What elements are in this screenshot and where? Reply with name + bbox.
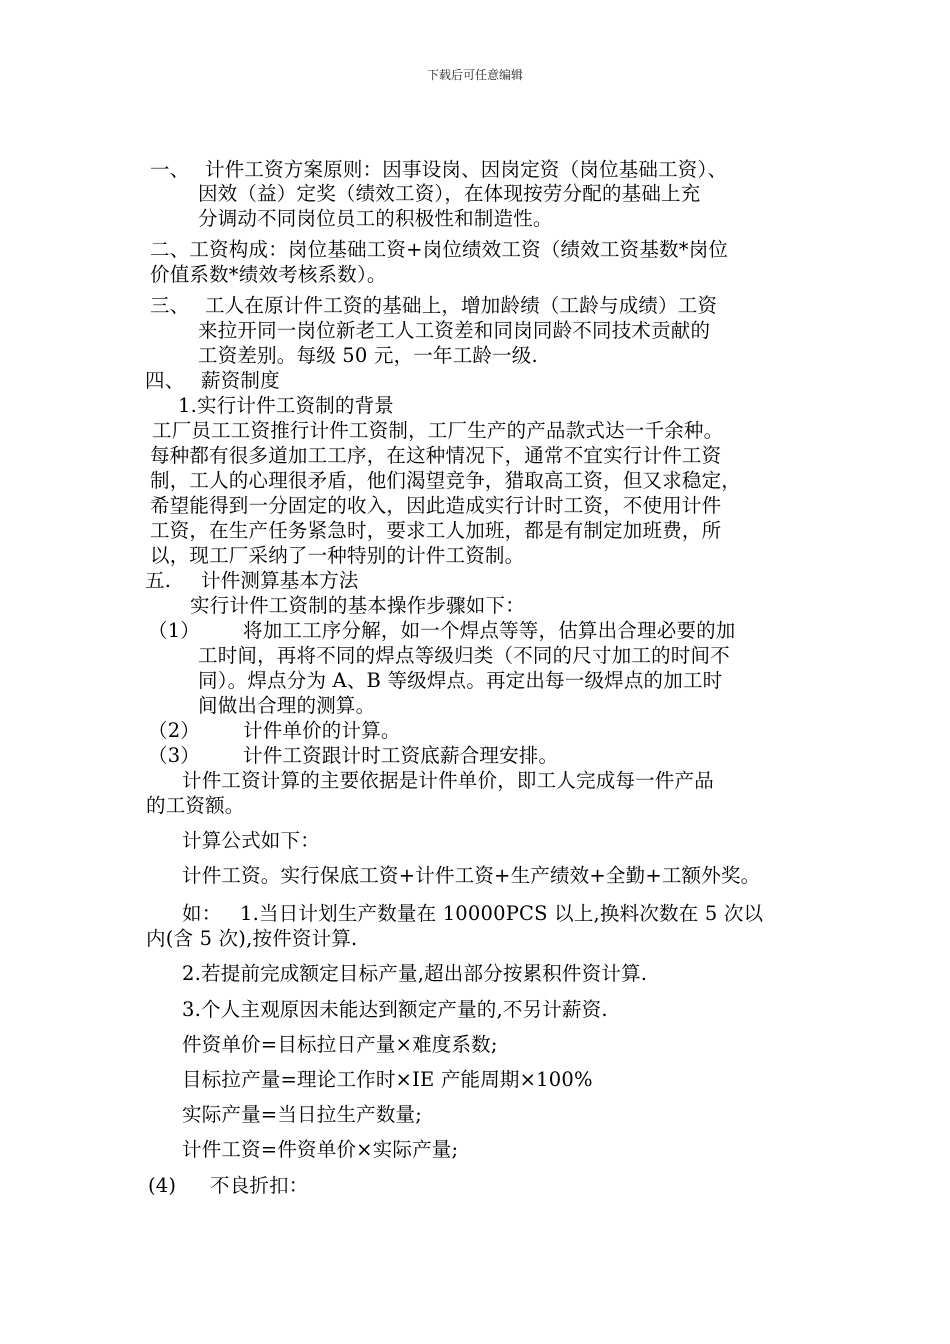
page-header-note: 下载后可任意编辑	[426, 68, 523, 82]
step-3: （3） 计件工资跟计时工资底薪合理安排。	[148, 744, 559, 767]
background-para-line-4: 希望能得到一分固定的收入，因此造成实行计时工资，不使用计件	[150, 494, 722, 517]
list-marker: 四、	[145, 369, 185, 392]
step-1-line-2: 工时间，再将不同的焊点等级归类（不同的尺寸加工的时间不	[198, 644, 730, 667]
wage-composition: 计件工资。实行保底工资+计件工资+生产绩效+全勤+工额外奖。	[182, 864, 761, 887]
step-2: （2） 计件单价的计算。	[148, 719, 401, 742]
section-5-heading: 五. 计件测算基本方法	[145, 569, 359, 592]
example-2: 2.若提前完成额定目标产量,超出部分按累积件资计算.	[182, 962, 648, 985]
list-marker: 五.	[145, 569, 172, 592]
section-3-line-3: 工资差别。每级 50 元，一年工龄一级.	[198, 344, 538, 367]
steps-intro: 实行计件工资制的基本操作步骤如下：	[190, 594, 525, 617]
list-marker: （1）	[148, 619, 201, 642]
section-3-line-1: 三、 工人在原计件工资的基础上，增加龄绩（工龄与成绩）工资	[150, 294, 718, 317]
list-marker: (4)	[148, 1174, 177, 1197]
section-3-line-2: 来拉开同一岗位新老工人工资差和同岗同龄不同技术贡献的	[198, 319, 711, 342]
list-marker: 三、	[150, 294, 190, 317]
background-para-line-5: 工资，在生产任务紧急时，要求工人加班，都是有制定加班费，所	[150, 519, 722, 542]
example-1-line-1: 如： 1.当日计划生产数量在 10000PCS 以上,换料次数在 5 次以	[182, 902, 764, 925]
subsection-1-heading: 1.实行计件工资制的背景	[178, 394, 395, 417]
section-4-heading: 四、 薪资制度	[145, 369, 280, 392]
section-2-line-2: 价值系数*绩效考核系数）。	[150, 263, 387, 286]
formula-target-output: 目标拉产量=理论工作时×IE 产能周期×100%	[182, 1068, 593, 1091]
section-1-line-2: 因效（益）定奖（绩效工资），在体现按劳分配的基础上充	[198, 182, 701, 205]
step-1-line-3: 同）。焊点分为 A、B 等级焊点。再定出每一级焊点的加工时	[198, 669, 723, 692]
formula-intro: 计算公式如下：	[182, 829, 320, 852]
section-2-line-1: 二、工资构成：岗位基础工资+岗位绩效工资（绩效工资基数*岗位	[150, 238, 729, 261]
list-marker: （3）	[148, 744, 201, 767]
background-para-line-1: 工厂员工工资推行计件工资制，工厂生产的产品款式达一千余种。	[152, 419, 724, 442]
list-marker: 一、	[150, 158, 190, 181]
list-marker: （2）	[148, 719, 201, 742]
section-1-line-3: 分调动不同岗位员工的积极性和制造性。	[198, 207, 553, 230]
basis-para-line-1: 计件工资计算的主要依据是计件单价，即工人完成每一件产品	[182, 769, 714, 792]
formula-piece-wage: 计件工资=件资单价×实际产量;	[182, 1138, 459, 1161]
step-1-line-4: 间做出合理的测算。	[198, 694, 376, 717]
step-4: (4) 不良折扣：	[148, 1174, 309, 1197]
example-1-line-2: 内(含 5 次),按件资计算.	[146, 927, 358, 950]
basis-para-line-2: 的工资额。	[146, 794, 245, 817]
step-1-line-1: （1） 将加工工序分解，如一个焊点等等，估算出合理必要的加	[148, 619, 736, 642]
background-para-line-6: 以，现工厂采纳了一种特别的计件工资制。	[150, 544, 525, 567]
formula-unit-price: 件资单价=目标拉日产量×难度系数;	[182, 1033, 498, 1056]
formula-actual-output: 实际产量=当日拉生产数量;	[182, 1103, 423, 1126]
background-para-line-2: 每种都有很多道加工工序，在这种情况下，通常不宜实行计件工资	[150, 444, 722, 467]
example-3: 3.个人主观原因未能达到额定产量的,不另计薪资.	[182, 998, 608, 1021]
background-para-line-3: 制，工人的心理很矛盾，他们渴望竞争，猎取高工资，但又求稳定，	[150, 469, 742, 492]
list-marker: 如：	[182, 902, 222, 925]
section-1-line-1: 一、 计件工资方案原则：因事设岗、因岗定资（岗位基础工资）、	[150, 158, 728, 181]
